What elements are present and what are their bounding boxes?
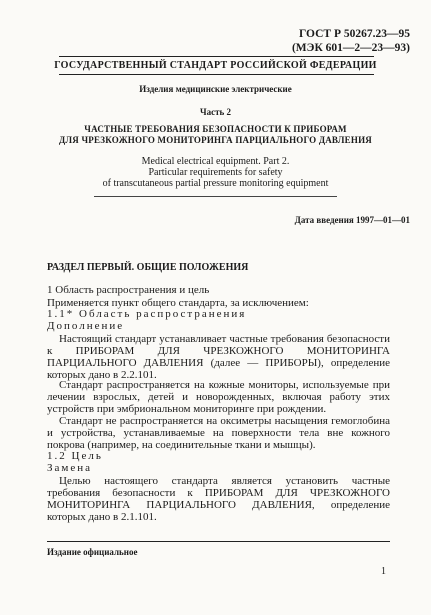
title-ru-line1: ЧАСТНЫЕ ТРЕБОВАНИЯ БЕЗОПАСНОСТИ К ПРИБОРАМ [84,124,347,134]
heading-1-1: 1.1* Область распространения [47,308,247,320]
title-en-line1: Medical electrical equipment. Part 2. [141,156,290,167]
addition-label-2: Замена [47,462,93,474]
gost-code: ГОСТ Р 50267.23—95 [299,28,410,40]
paragraph-4: Стандарт не распространяется на оксиметры насыщения гемоглобина и устройства, устанавливаемые на поверхности тела вне кожного покрова (например, на соединительные ткани и мышцы). [47,415,390,451]
title-ru-line2: ДЛЯ ЧРЕЗКОЖНОГО МОНИТОРИНГА ПАРЦИАЛЬНОГО ДАВЛЕНИЯ [59,135,372,145]
edition-note: Издание официальное [47,547,138,557]
header-rule-bottom [59,74,374,75]
title-rule [94,196,337,197]
paragraph-3: Стандарт распространяется на кожные мониторы, используемые при лечении взрослых, детей и новорожденных, включая работу этих устройств при эмбриональном мониторинге при рождении. [47,379,390,415]
effective-date: Дата введения 1997—01—01 [294,215,410,225]
heading-1: 1 Область распространения и цель [47,284,210,296]
standard-title: ГОСУДАРСТВЕННЫЙ СТАНДАРТ РОССИЙСКОЙ ФЕДЕРАЦИИ [54,60,377,71]
header-rule-top [59,56,374,57]
addition-label-1: Дополнение [47,320,125,332]
category-line: Изделия медицинские электрические [139,84,292,94]
title-en-line2: Particular requirements for safety [148,167,283,178]
paragraph-2: Настоящий стандарт устанавливает частные требования безопасности к ПРИБОРАМ ДЛЯ ЧРЕЗКОЖНОГО МОНИТОРИНГА ПАРЦИАЛЬНОГО ДАВЛЕНИЯ (далее — ПРИБОРЫ), определение которых дано в 2.2.101. [47,333,390,381]
title-en-line3: of transcutaneous partial pressure monitoring equipment [102,178,329,189]
page-number: 1 [381,566,386,577]
footer-rule [47,541,390,542]
part-line: Часть 2 [199,107,232,117]
heading-1-2: 1.2 Цель [47,450,103,462]
iec-code: (МЭК 601—2—23—93) [291,42,410,54]
paragraph-1: Применяется пункт общего стандарта, за исключением: [47,297,309,309]
section-heading: РАЗДЕЛ ПЕРВЫЙ. ОБЩИЕ ПОЛОЖЕНИЯ [47,262,249,273]
paragraph-5: Целью настоящего стандарта является установить частные требования безопасности к ПРИБОРАМ ДЛЯ ЧРЕЗКОЖНОГО МОНИТОРИНГА ПАРЦИАЛЬНОГО ДАВЛЕНИЯ, определение которых дано в 2.1.101. [47,475,390,523]
